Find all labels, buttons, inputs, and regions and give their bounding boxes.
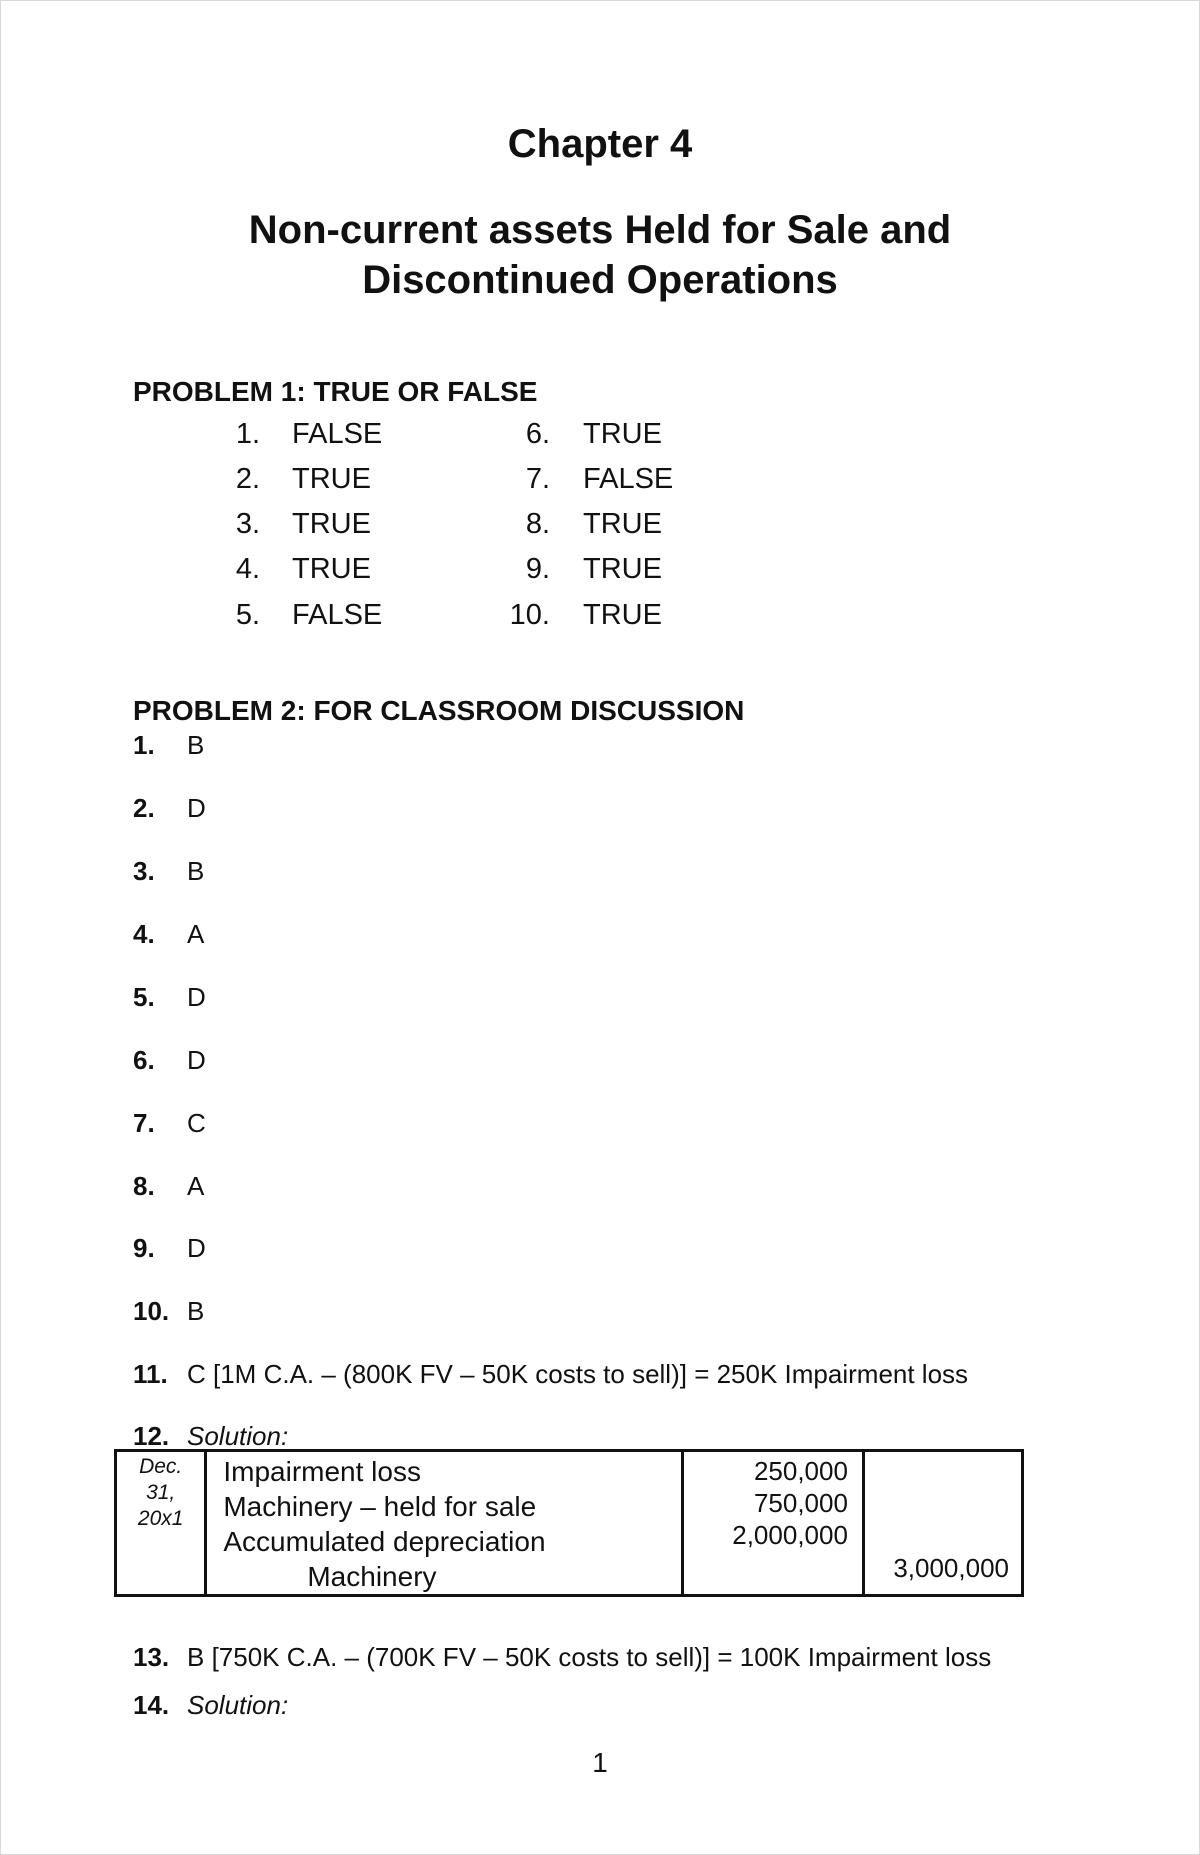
item-answer: A (187, 919, 205, 949)
item-number: 3. (133, 856, 155, 886)
tf-number: 9. (525, 553, 550, 585)
credit-column (863, 1451, 1022, 1596)
tf-number: 10. (509, 599, 550, 631)
tf-number: 4. (235, 553, 260, 585)
item-answer: C [1M C.A. – (800K FV – 50K costs to sell)] = 250K Impairment loss (187, 1359, 969, 1389)
item-answer: Solution: (187, 1421, 289, 1451)
chapter-title: Chapter 4 (507, 122, 693, 166)
list-item (133, 982, 206, 1013)
list-item (133, 1045, 206, 1076)
account-title: Machinery – held for sale (223, 1491, 537, 1522)
item-answer: A (187, 1171, 205, 1201)
list-item (133, 1359, 968, 1390)
tf-answer: TRUE (583, 418, 662, 450)
journal-entry-table (114, 1449, 1024, 1597)
tf-answer: FALSE (292, 599, 383, 631)
debit-amount: 250,000 (753, 1456, 848, 1486)
entry-date (116, 1451, 206, 1596)
item-number: 6. (133, 1045, 155, 1075)
list-item (133, 1690, 288, 1721)
item-number: 11. (133, 1359, 168, 1389)
item-number: 4. (133, 919, 155, 949)
credit-amount: 3,000,000 (893, 1553, 1009, 1583)
item-number: 2. (133, 793, 155, 823)
item-answer: B (187, 730, 205, 760)
list-item (133, 1171, 204, 1202)
item-number: 12. (133, 1421, 170, 1451)
item-answer: B (187, 856, 205, 886)
item-number: 5. (133, 982, 155, 1012)
item-number: 10. (133, 1296, 170, 1326)
list-item (133, 1421, 288, 1452)
item-answer: Solution: (187, 1690, 289, 1720)
item-answer: D (187, 793, 206, 823)
item-answer: D (187, 1045, 206, 1075)
tf-answer: TRUE (583, 508, 662, 540)
tf-answer: FALSE (583, 463, 674, 495)
date-line: Dec. (139, 1455, 183, 1478)
account-title: Accumulated depreciation (223, 1526, 546, 1557)
tf-number: 5. (235, 599, 260, 631)
item-answer: D (187, 982, 206, 1012)
list-item (133, 1296, 204, 1327)
list-item (133, 919, 204, 950)
tf-answer: FALSE (292, 418, 383, 450)
list-item (133, 1642, 991, 1673)
tf-answer: TRUE (292, 508, 371, 540)
tf-number: 2. (235, 463, 260, 495)
tf-number: 6. (525, 418, 550, 450)
account-titles (206, 1451, 683, 1596)
tf-number: 1. (235, 418, 260, 450)
list-item (133, 1233, 206, 1264)
subtitle-line-1: Non-current assets Held for Sale and (248, 208, 952, 252)
table-row (116, 1451, 1023, 1596)
tf-number: 8. (525, 508, 550, 540)
problem-1-heading: PROBLEM 1: TRUE OR FALSE (133, 376, 538, 407)
problem-2-heading: PROBLEM 2: FOR CLASSROOM DISCUSSION (133, 695, 745, 726)
list-item (133, 1108, 206, 1139)
page-number: 1 (592, 1747, 608, 1778)
tf-number: 7. (525, 463, 550, 495)
item-answer: C (187, 1108, 206, 1138)
list-item (133, 793, 206, 824)
debit-amount: 750,000 (753, 1488, 848, 1518)
item-number: 14. (133, 1690, 170, 1720)
date-line: 31, (146, 1481, 176, 1504)
item-number: 13. (133, 1642, 170, 1672)
item-number: 9. (133, 1233, 155, 1263)
list-item (133, 730, 204, 761)
tf-answer: TRUE (583, 599, 662, 631)
item-number: 1. (133, 730, 155, 760)
list-item (133, 856, 204, 887)
tf-answer: TRUE (292, 463, 371, 495)
subtitle-line-2: Discontinued Operations (362, 258, 838, 302)
item-number: 7. (133, 1108, 155, 1138)
debit-amount: 2,000,000 (732, 1520, 848, 1550)
tf-answer: TRUE (583, 553, 662, 585)
item-answer: D (187, 1233, 206, 1263)
account-title-credit: Machinery (307, 1561, 437, 1592)
item-answer: B (187, 1296, 205, 1326)
date-line: 20x1 (137, 1507, 184, 1530)
item-answer: B [750K C.A. – (700K FV – 50K costs to sell)] = 100K Impairment loss (187, 1642, 992, 1672)
account-title: Impairment loss (223, 1456, 421, 1487)
item-number: 8. (133, 1171, 155, 1201)
debit-column (683, 1451, 864, 1596)
tf-answer: TRUE (292, 553, 371, 585)
tf-number: 3. (235, 508, 260, 540)
chapter-subtitle (0, 205, 1200, 305)
